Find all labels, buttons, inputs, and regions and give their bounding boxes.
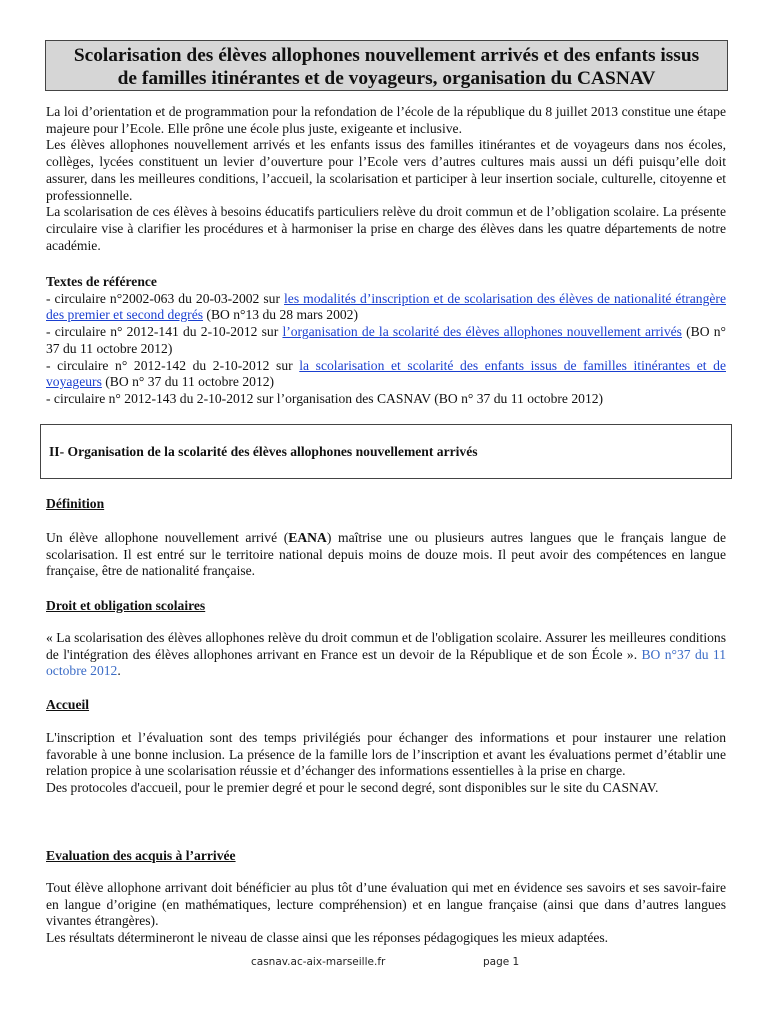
accueil-heading: Accueil: [46, 697, 90, 712]
footer-site: casnav.ac-aix-marseille.fr: [251, 956, 386, 968]
references-heading: Textes de référence: [46, 274, 157, 289]
footer-page-number: page 1: [483, 956, 520, 968]
intro-paragraph-1: La loi d’orientation et de programmation pour la refondation de l’école de la république du 8 juillet 2013 constitue une étape majeure pour l’Ecole. Elle prône une école plus juste, exigeante et inclusive.: [46, 104, 726, 136]
eana-acronym: EANA: [288, 530, 327, 545]
reference-item: - circulaire n° 2012-143 du 2-10-2012 sur l’organisation des CASNAV (BO n° 37 du 11 octobre 2012): [46, 390, 604, 406]
evaluation-paragraph-2: Les résultats détermineront le niveau de classe ainsi que les réponses pédagogiques les mieux adaptées.: [46, 930, 609, 946]
accueil-paragraph-1: L'inscription et l’évaluation sont des temps privilégiés pour échanger des informations et pour instaurer une relation favorable à une bonne inclusion. La présence de la famille lors de l’inscription et avant les évaluations permet d’établir une relation propice à une scolarisation réussie et d’échanger des informations essentielles à la prise en charge.: [46, 730, 726, 779]
intro-paragraph-2: Les élèves allophones nouvellement arrivés et les enfants issus des familles itinérantes et de voyageurs dans nos écoles, collèges, lycées constituent un levier d’ouverture pour l’Ecole vers d’autres cultures mais aussi un défi puisqu’elle doit assurer, dans les meilleures conditions, l’accueil, la scolarisation et participer à leur insertion sociale, culturelle, citoyenne et professionnelle.: [46, 137, 726, 203]
definition-heading: Définition: [46, 496, 105, 511]
evaluation-heading: Evaluation des acquis à l’arrivée: [46, 848, 236, 863]
reference-item: - circulaire n° 2012-141 du 2-10-2012 sur l’organisation de la scolarité des élèves allophones nouvellement arrivés (BO n° 37 du 11 octobre 2012): [46, 324, 726, 356]
title-line-2: de familles itinérantes et de voyageurs, organisation du CASNAV: [117, 68, 656, 89]
droit-paragraph: « La scolarisation des élèves allophones relève du droit commun et de l'obligation scolaire. Assurer les meilleures conditions de l'intégration des élèves allophones arrivant en France est un devoir de la République et de son École ». BO n°37 du 11 octobre 2012.: [46, 630, 726, 679]
reference-link-3[interactable]: la scolarisation et scolarité des enfants issus de familles itinérantes et de voyageurs: [46, 357, 726, 390]
bo-link[interactable]: BO n°37 du 11 octobre 2012: [46, 646, 726, 679]
document-title: [45, 40, 728, 91]
references-section: [46, 274, 726, 408]
section-title: II- Organisation de la scolarité des élèves allophones nouvellement arrivés: [49, 444, 478, 459]
intro-paragraph-3: La scolarisation de ces élèves à besoins éducatifs particuliers relève du droit commun et de l’obligation scolaire. La présente circulaire vise à clarifier les procédures et à harmoniser la prise en charge des élèves dans les quatre départements de notre académie.: [46, 204, 726, 253]
accueil-paragraph-2: Des protocoles d'accueil, pour le premier degré et pour le second degré, sont disponibles sur le site du CASNAV.: [46, 780, 659, 796]
accueil-section: [46, 730, 726, 797]
definition-paragraph: Un élève allophone nouvellement arrivé (EANA) maîtrise une ou plusieurs autres langues que le français langue de scolarisation. Il est entré sur le territoire national depuis moins de douze mois. Il peut avoir des compétences en langue française, être de nationalité française.: [46, 530, 726, 579]
evaluation-paragraph-1: Tout élève allophone arrivant doit bénéficier au plus tôt d’une évaluation qui met en évidence ses savoirs et ses savoir-faire en langue d’origine (en mathématiques, lecture compréhension) et en langue française (ainsi que dans d’autres langues vivantes étrangères).: [46, 880, 726, 929]
droit-heading: Droit et obligation scolaires: [46, 598, 206, 613]
title-line-1: Scolarisation des élèves allophones nouvellement arrivés et des enfants issus: [73, 45, 700, 66]
reference-item: - circulaire n°2002-063 du 20-03-2002 sur les modalités d’inscription et de scolarisation des élèves de nationalité étrangère des premier et second degrés (BO n°13 du 28 mars 2002): [46, 290, 726, 323]
reference-item: - circulaire n° 2012-142 du 2-10-2012 sur la scolarisation et scolarité des enfants issus de familles itinérantes et de voyageurs (BO n° 37 du 11 octobre 2012): [46, 357, 726, 390]
section-title-box: [40, 424, 732, 479]
reference-link-1[interactable]: les modalités d’inscription et de scolarisation des élèves de nationalité étrangère des premier et second degrés: [46, 290, 726, 323]
reference-link-2[interactable]: l’organisation de la scolarité des élèves allophones nouvellement arrivés: [282, 324, 682, 340]
intro-section: [46, 104, 726, 254]
evaluation-section: [46, 880, 726, 947]
